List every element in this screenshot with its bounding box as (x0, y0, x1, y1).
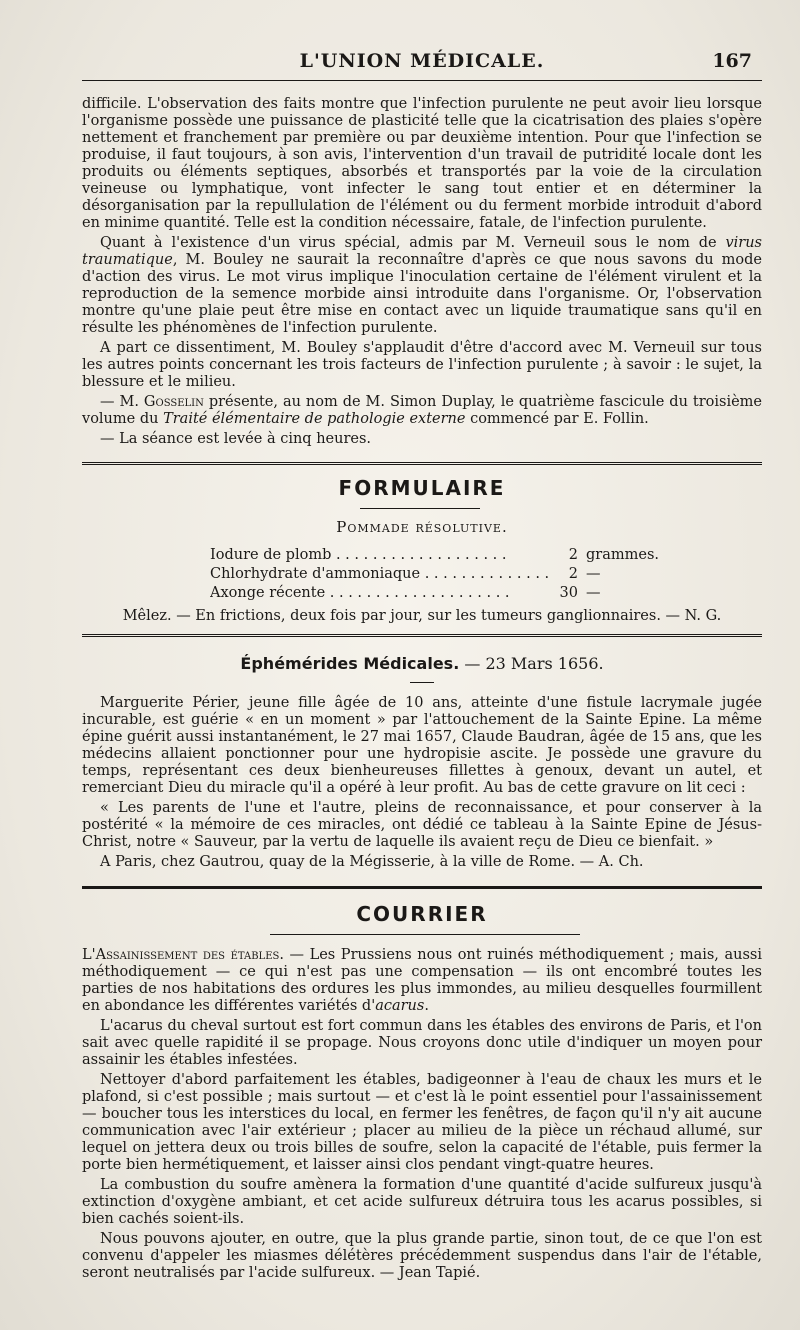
courrier-top-rule (82, 886, 762, 889)
intro-p4-text-c: commencé par E. Follin. (465, 411, 649, 427)
ingredient-qty: 2 (568, 547, 578, 563)
page-header (82, 44, 762, 78)
intro-paragraph-5: — La séance est levée à cinq heures. (100, 431, 372, 447)
formulaire-title-rule (360, 508, 480, 509)
ephemerides-paragraph-3: A Paris, chez Gautrou, quay de la Mégisserie, à la ville de Rome. — A. Ch. (100, 854, 644, 870)
intro-paragraph-2 (82, 235, 762, 337)
running-title: L'UNION MÉDICALE. (299, 50, 545, 72)
courrier-title: COURRIER (356, 902, 488, 926)
courrier-p1-italic: acarus (375, 998, 425, 1014)
ingredient-name: Axonge récente . . . . . . . . . . . . . . . . . . . . (210, 585, 510, 601)
courrier-paragraph-3: Nettoyer d'abord parfaitement les étables, badigeonner à l'eau de chaux les murs et le plafond, si c'est possible ; mais surtout — et c'est là le point essentiel pour l'assainissement — boucher tous les interstices du local, en fermer les fenêtres, de façon qu'il n'y ait aucune communication avec l'air extérieur ; placer au milieu de la pièce un réchaud allumé, sur lequel on jettera deux ou trois billes de soufre, selon la capacité de l'étable, puis fermer la porte bien hermétiquement, et laisser ainsi clos pendant vingt-quatre heures. (82, 1072, 762, 1173)
ingredient-qty: 30 (559, 585, 578, 601)
ephemerides-date: — 23 Mars 1656. (464, 654, 604, 673)
recipe-ingredients (210, 546, 659, 603)
ingredient-name: Chlorhydrate d'ammoniaque . . . . . . . . . . . . . . (210, 566, 550, 582)
ingredient-unit: grammes. (586, 547, 659, 563)
recipe-instructions (82, 608, 762, 628)
ephemerides-title-rule (410, 682, 434, 683)
header-rule (82, 80, 762, 81)
ingredient-unit: — (586, 566, 601, 582)
ingredient-row (210, 565, 650, 584)
intro-paragraph-4 (82, 394, 762, 428)
formulaire-title: FORMULAIRE (338, 476, 506, 500)
ephemerides-heading (82, 654, 762, 673)
intro-p2-text-a: Quant à l'existence d'un virus spécial, admis par M. Verneuil sous le nom de (100, 235, 726, 251)
courrier-p1-text-b: . (424, 998, 429, 1014)
courrier-paragraph-5: Nous pouvons ajouter, en outre, que la plus grande partie, sinon tout, de ce que l'on est convenu d'appeler les miasmes délétères précédemment suspendus dans l'air de l'étable, seront neutralisés par l'acide sulfureux. — Jean Tapié. (82, 1231, 762, 1281)
intro-paragraph-3: A part ce dissentiment, M. Bouley s'applaudit d'être d'accord avec M. Verneuil sur tous les autres points concernant les trois facteurs de l'infection purulente ; à savoir : le sujet, la blessure et le milieu. (82, 340, 762, 390)
page-number: 167 (712, 50, 752, 72)
ingredient-name: Iodure de plomb . . . . . . . . . . . . . . . . . . . (210, 547, 507, 563)
intro-p2-italic: virus traumatique (82, 235, 762, 268)
ephemerides-quote: « Les parents de l'une et l'autre, pleins de reconnaissance, et pour conserver à la postérité « la mémoire de ces miracles, ont dédié ce tableau à la Sainte Epine de Jésus-Christ, notre « Sauveur, par la vertu de laquelle ils avaient reçu de Dieu ce bienfait. » (82, 800, 762, 850)
intro-paragraph-1: difficile. L'observation des faits montre que l'infection purulente ne peut avoir lieu lorsque l'organisme possède une puissance de plasticité telle que la cicatrisation des plaies s'opère nettement et franchement par première ou par deuxième intention. Pour que l'infection se produise, il faut toujours, à son avis, l'intervention d'un travail de putridité locale dont les produits ou éléments septiques, absorbés et transportés par la voie de la circulation veineuse ou lymphatique, vont infecter le sang tout entier et en déterminer la désorganisation par la repullulation de l'élément ou du ferment morbide introduit d'abord en minime quantité. Telle est la condition nécessaire, fatale, de l'infection purulente. (82, 96, 762, 231)
courrier-p1-smallcaps: L'Assainissement des étables. (82, 947, 284, 963)
courrier-paragraph-4: La combustion du soufre amènera la formation d'une quantité d'acide sulfureux jusqu'à extinction d'oxygène ambiant, et cet acide sulfureux détruira tous les acarus possibles, si bien cachés soient-ils. (82, 1177, 762, 1227)
intro-p4-text-b: présente, au nom de M. Simon Duplay, le quatrième fascicule du troisième volume du (82, 394, 762, 427)
ephemerides-top-rule (82, 634, 762, 637)
intro-p2-text-b: , M. Bouley ne saurait la reconnaître d'après ce que nous savons du mode d'action des virus. Le mot virus implique l'inoculation certaine de l'élément virulent et la reproduction de la semence morbide ainsi introduite dans l'organisme. Or, l'observation montre qu'une plaie peut être mise en contact avec un liquide traumatique sans qu'il en résulte les phénomènes de l'infection purulente. (82, 252, 762, 336)
intro-section (82, 96, 762, 451)
ephemerides-section (82, 695, 762, 874)
formulaire-top-rule (82, 462, 762, 465)
ingredient-row (210, 584, 650, 603)
recipe-instructions-text: Mêlez. — En frictions, deux fois par jour, sur les tumeurs ganglionnaires. — N. G. (122, 608, 722, 624)
ephemerides-title: Éphémérides Médicales. (240, 654, 460, 673)
intro-p4-smallcaps: Gosselin (143, 394, 204, 410)
courrier-paragraph-1 (82, 947, 762, 1015)
ephemerides-paragraph-1: Marguerite Périer, jeune fille âgée de 10 ans, atteinte d'une fistule lacrymale jugée incurable, est guérie « en un moment » par l'attouchement de la Sainte Epine. La même épine guérit aussi instantanément, le 27 mai 1657, Claude Baudran, âgée de 15 ans, que les médecins allaient ponctionner pour une hydropisie ascite. Je possède une gravure du temps, représentant ces deux bienheureuses fillettes à genoux, devant un autel, et remerciant Dieu du miracle qu'il a opéré à leur profit. Au bas de cette gravure on lit ceci : (82, 695, 762, 796)
intro-p4-italic: Traité élémentaire de pathologie externe (163, 411, 466, 427)
courrier-title-rule (270, 934, 580, 935)
ingredient-row (210, 546, 659, 565)
courrier-paragraph-2: L'acarus du cheval surtout est fort commun dans les étables des environs de Paris, et l'on sait avec quelle rapidité il se propage. Nous croyons donc utile d'indiquer un moyen pour assainir les étables infestées. (82, 1018, 762, 1068)
courrier-section (82, 947, 762, 1285)
ingredient-unit: — (586, 585, 601, 601)
ingredient-qty: 2 (568, 566, 578, 582)
intro-p4-text-a: — M. (100, 394, 144, 410)
courrier-p1-text-a: — Les Prussiens nous ont ruinés méthodiquement ; mais, aussi méthodiquement — ce qui n'est pas une compensation — ils ont encombré toutes les parties de nos habitations des ordures les plus immondes, au milieu desquelles fourmillent en abondance les différentes variétés d' (82, 947, 762, 1014)
formulaire-subtitle: Pommade résolutive. (336, 518, 508, 536)
